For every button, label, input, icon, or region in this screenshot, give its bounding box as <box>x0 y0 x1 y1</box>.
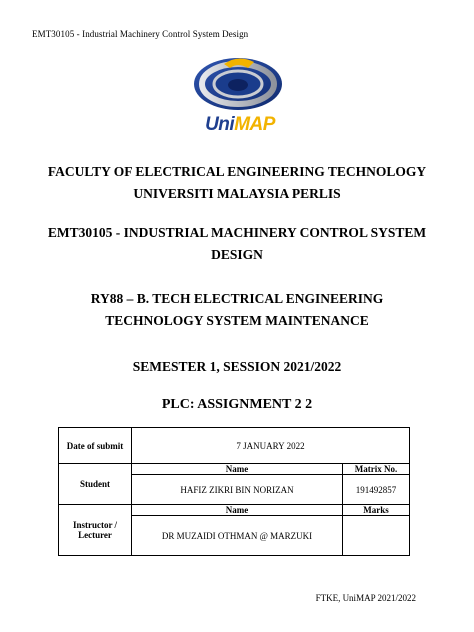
student-name: HAFIZ ZIKRI BIN NORIZAN <box>132 475 343 505</box>
table-row <box>59 505 410 516</box>
date-label: Date of submit <box>59 428 132 464</box>
marks-header: Marks <box>343 505 410 516</box>
semester-heading: SEMESTER 1, SESSION 2021/2022 <box>132 359 342 374</box>
matrix-header: Matrix No. <box>343 464 410 475</box>
running-header: EMT30105 - Industrial Machinery Control System Design <box>32 29 249 39</box>
student-matrix-number: 191492857 <box>343 475 410 505</box>
table-row <box>59 428 410 464</box>
student-label: Student <box>59 464 132 505</box>
instructor-name-header: Name <box>132 505 343 516</box>
program-heading: RY88 – B. TECH ELECTRICAL ENGINEERING TECHNOLOGY SYSTEM MAINTENANCE <box>90 291 384 328</box>
instructor-name: DR MUZAIDI OTHMAN @ MARZUKI <box>132 516 343 556</box>
logo-emblem-icon <box>188 50 288 114</box>
faculty-heading: FACULTY OF ELECTRICAL ENGINEERING TECHNOLOGY UNIVERSITI MALAYSIA PERLIS <box>47 164 427 201</box>
instructor-label: Instructor / Lecturer <box>59 505 132 556</box>
date-value: 7 JANUARY 2022 <box>132 428 410 464</box>
marks-value <box>343 516 410 556</box>
running-footer: FTKE, UniMAP 2021/2022 <box>315 593 416 603</box>
student-name-header: Name <box>132 464 343 475</box>
table-row <box>59 464 410 475</box>
submission-info-table <box>58 427 410 556</box>
university-logo <box>188 50 288 142</box>
assignment-heading: PLC: ASSIGNMENT 2 2 <box>161 397 313 412</box>
course-heading: EMT30105 - INDUSTRIAL MACHINERY CONTROL SYSTEM DESIGN <box>47 225 427 262</box>
logo-wordmark: UniMAP <box>205 114 275 135</box>
